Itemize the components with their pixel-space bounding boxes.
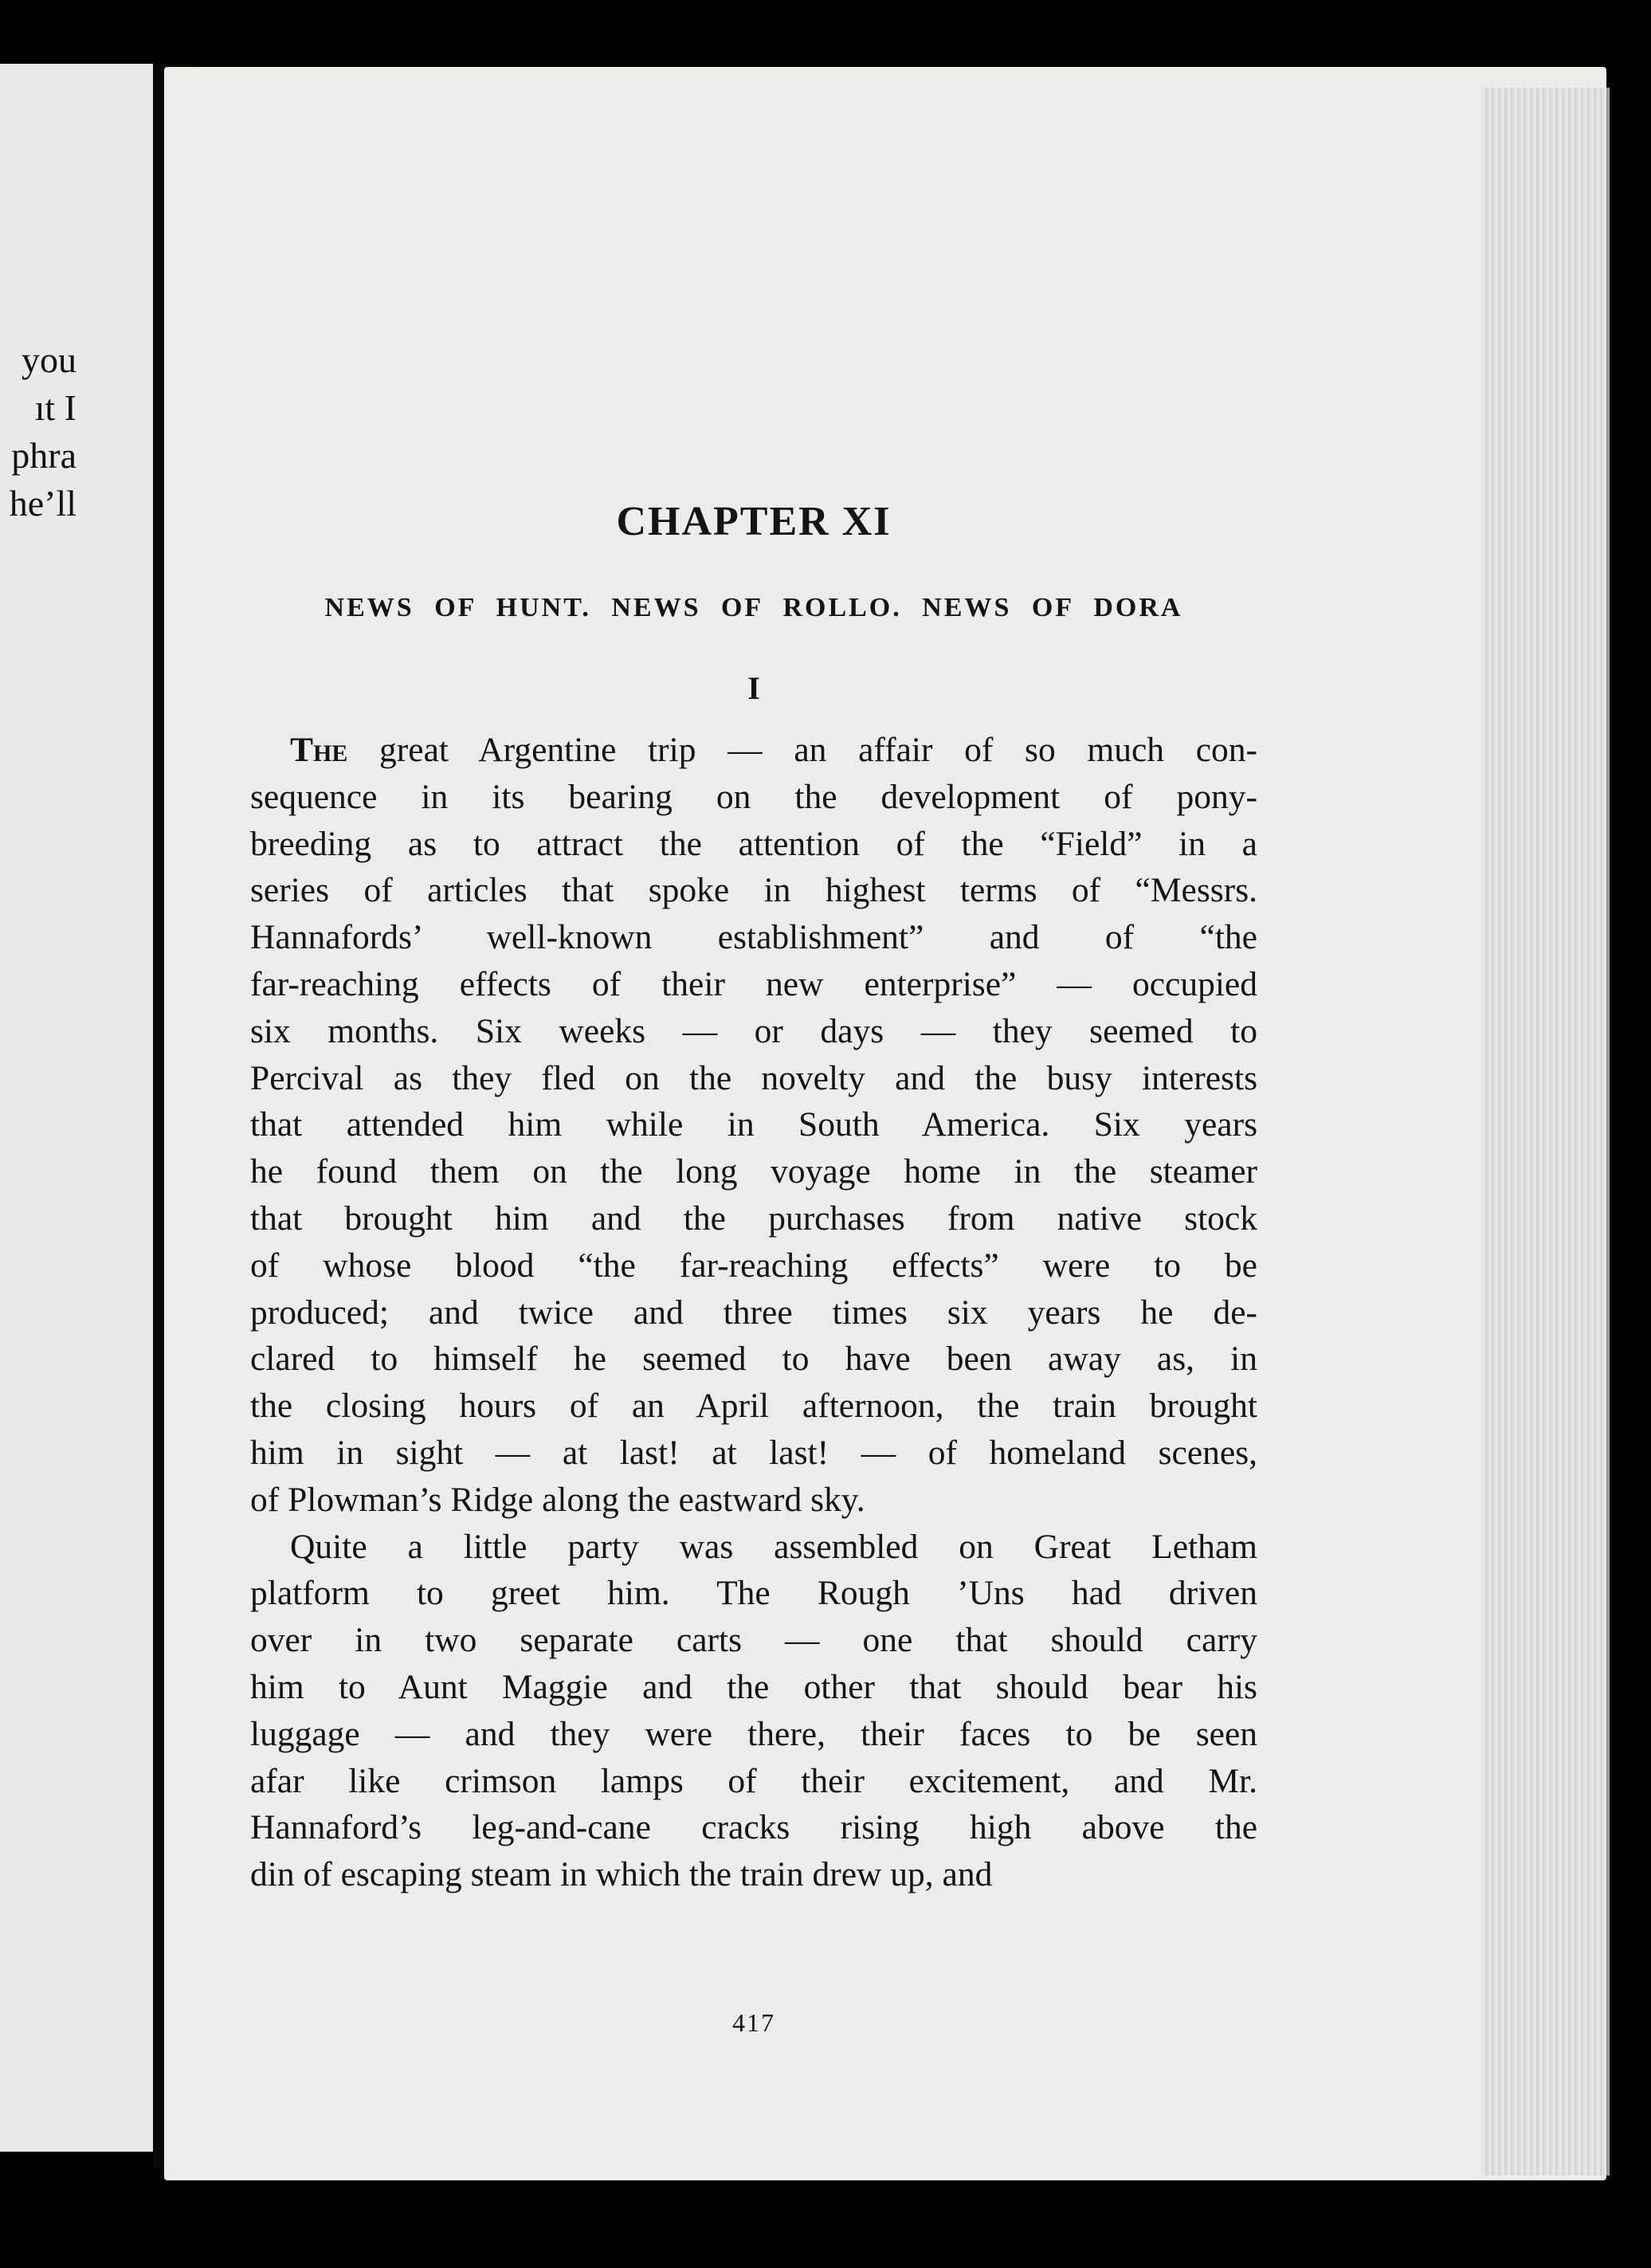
text-line: series of articles that spoke in highest terms of “Messrs. xyxy=(250,871,1257,910)
text-line: of Plowman’s Ridge along the eastward sky. xyxy=(250,1480,865,1519)
left-line: he’ll xyxy=(9,483,76,524)
text-line: din of escaping steam in which the train drew up, and xyxy=(250,1855,993,1894)
left-line: you xyxy=(22,339,76,380)
paragraph xyxy=(250,727,1257,1524)
text-line: The great Argentine trip — an affair of so much con- xyxy=(290,731,1257,769)
text-line: breeding as to attract the attention of the “Field” in a xyxy=(250,824,1257,863)
chapter-heading: CHAPTER XI xyxy=(616,499,892,544)
text-line: Quite a little party was assembled on Great Letham xyxy=(290,1527,1257,1566)
text-line: six months. Six weeks — or days — they seemed to xyxy=(250,1011,1257,1050)
text-line: him in sight — at last! at last! — of homeland scenes, xyxy=(250,1433,1257,1472)
text-line: that brought him and the purchases from native stock xyxy=(250,1199,1257,1238)
text-line: that attended him while in South America. Six years xyxy=(250,1105,1257,1144)
left-page-text xyxy=(0,336,76,528)
text-line: luggage — and they were there, their faces to be seen xyxy=(250,1714,1257,1753)
text-line: Hannaford’s leg-and-cane cracks rising high above the xyxy=(250,1808,1257,1847)
left-page-fragment xyxy=(0,64,153,2152)
text-line: of whose blood “the far-reaching effects” were to be xyxy=(250,1246,1257,1285)
page-number: 417 xyxy=(732,2008,775,2037)
text-line: far-reaching effects of their new enterprise” — occupied xyxy=(250,964,1257,1003)
paragraph xyxy=(250,1524,1257,1898)
paragraph-lead-word: The xyxy=(290,731,348,769)
text-line: the closing hours of an April afternoon, the train brought xyxy=(250,1387,1257,1426)
left-line: ıt I xyxy=(34,387,76,428)
text-line: afar like crimson lamps of their excitement, and Mr. xyxy=(250,1761,1257,1800)
text-line: platform to greet him. The Rough ’Uns had driven xyxy=(250,1574,1257,1613)
chapter-subtitle: NEWS OF HUNT. NEWS OF ROLLO. NEWS OF DORA xyxy=(324,593,1183,622)
section-number: I xyxy=(747,670,760,706)
text-line: Percival as they fled on the novelty and the busy interests xyxy=(250,1058,1257,1097)
text-line: Hannafords’ well-known establishment” and of “the xyxy=(250,918,1257,957)
text-line: he found them on the long voyage home in the steamer xyxy=(250,1152,1257,1191)
text-line: produced; and twice and three times six years he de- xyxy=(250,1293,1257,1332)
page-edges xyxy=(1482,88,1610,2176)
page-text-block xyxy=(250,478,1257,2037)
left-line: phra xyxy=(11,435,76,476)
text-line: clared to himself he seemed to have been away as, in xyxy=(250,1340,1257,1379)
text-line: him to Aunt Maggie and the other that should bear his xyxy=(250,1667,1257,1706)
text-line: over in two separate carts — one that should carry xyxy=(250,1621,1257,1660)
text-line: sequence in its bearing on the development of pony- xyxy=(250,777,1257,816)
